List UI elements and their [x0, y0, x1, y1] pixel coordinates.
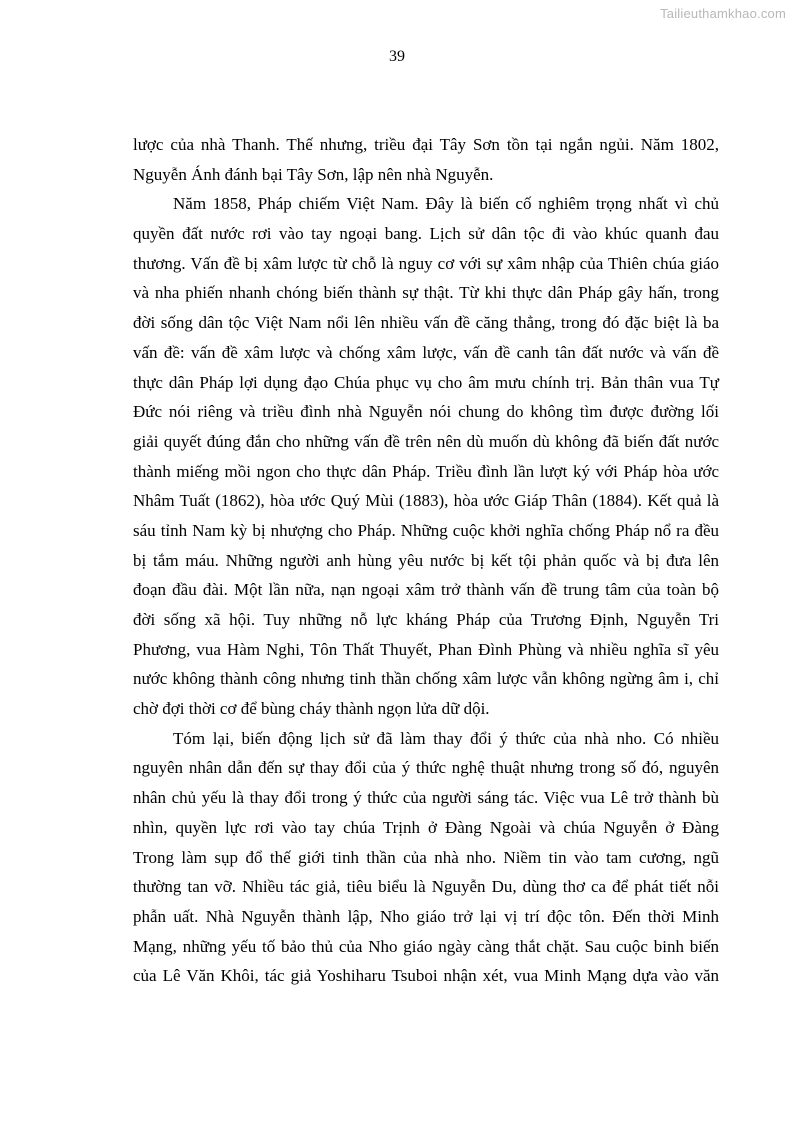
text-line: và nha phiến nhanh chóng biến thành sự thật. Từ khi thực dân Pháp gây hấn, trong — [133, 283, 719, 303]
text-line: phẫn uất. Nhà Nguyễn thành lập, Nho giáo trở lại vị trí độc tôn. Đến thời Minh — [133, 906, 719, 926]
text-line: lược của nhà Thanh. Thế nhưng, triều đại Tây Sơn tồn tại ngắn ngủi. Năm 1802, — [133, 135, 719, 154]
watermark-text: Tailieuthamkhao.com — [660, 6, 786, 21]
page-number: 39 — [389, 48, 405, 65]
text-line: quyền đất nước rơi vào tay ngoại bang. Lịch sử dân tộc đi vào khúc quanh đau — [133, 224, 719, 244]
text-line: vấn đề: vấn đề xâm lược và chống xâm lược, vấn đề canh tân đất nước và vấn đề — [133, 342, 719, 362]
text-line: chờ đợi thời cơ để bùng cháy thành ngọn lửa dữ dội. — [133, 699, 490, 719]
text-line: Phương, vua Hàm Nghi, Tôn Thất Thuyết, Phan Đình Phùng và nhiều nghĩa sĩ yêu — [133, 639, 719, 659]
text-line: giải quyết đúng đắn cho những vấn đề trên nên dù muốn dù không đã biến đất nước — [133, 431, 719, 451]
paragraph-3 — [133, 724, 719, 991]
text-line: Nguyễn Ánh đánh bại Tây Sơn, lập nên nhà Nguyễn. — [133, 164, 494, 184]
text-line: sáu tỉnh Nam kỳ bị nhượng cho Pháp. Những cuộc khởi nghĩa chống Pháp nổ ra đều — [133, 520, 719, 540]
text-line: nhìn, quyền lực rơi vào tay chúa Trịnh ở Đàng Ngoài và chúa Nguyễn ở Đàng — [133, 817, 719, 837]
paragraph-2 — [133, 189, 719, 723]
text-line: Nhâm Tuất (1862), hòa ước Quý Mùi (1883), hòa ước Giáp Thân (1884). Kết quả là — [133, 491, 719, 511]
text-line: đời sống xã hội. Tuy những nỗ lực kháng Pháp của Trương Định, Nguyễn Tri — [133, 610, 719, 629]
text-line: thường tan vỡ. Nhiều tác giả, tiêu biểu là Nguyễn Du, dùng thơ ca để phát tiết nỗi — [133, 877, 719, 897]
text-line: Mạng, những yếu tố bảo thủ của Nho giáo ngày càng thắt chặt. Sau cuộc binh biến — [133, 936, 719, 956]
text-line: thực dân Pháp lợi dụng đạo Chúa phục vụ cho âm mưu chính trị. Bản thân vua Tự — [133, 372, 719, 392]
text-line: Tóm lại, biến động lịch sử đã làm thay đổi ý thức của nhà nho. Có nhiều — [173, 728, 719, 748]
text-line: thành miếng mồi ngon cho thực dân Pháp. Triều đình lần lượt ký với Pháp hòa ước — [133, 461, 719, 481]
text-line: đời sống dân tộc Việt Nam nổi lên nhiều vấn đề căng thẳng, trong đó đặc biệt là ba — [133, 313, 719, 333]
text-line: Đức nói riêng và triều đình nhà Nguyễn nói chung do không tìm được đường lối — [133, 402, 719, 422]
text-line: nguyên nhân dẫn đến sự thay đổi của ý thức nghệ thuật nhưng trong số đó, nguyên — [133, 758, 719, 778]
text-line: thương. Vấn đề bị xâm lược từ chỗ là nguy cơ với sự xâm nhập của Thiên chúa giáo — [133, 253, 719, 273]
text-line: nước không thành công nhưng tinh thần chống xâm lược vẫn không ngừng âm i, chỉ — [133, 669, 719, 689]
text-line: đoạn đầu đài. Một lần nữa, nạn ngoại xâm trở thành vấn đề trung tâm của toàn bộ — [133, 580, 719, 600]
document-body — [133, 130, 719, 991]
text-line: Năm 1858, Pháp chiếm Việt Nam. Đây là biến cố nghiêm trọng nhất vì chủ — [173, 194, 719, 214]
text-line: Trong làm sụp đổ thế giới tinh thần của nhà nho. Niềm tin vào tam cương, ngũ — [133, 847, 719, 867]
paragraph-1 — [133, 130, 719, 189]
text-line: nhân chủ yếu là thay đổi trong ý thức của người sáng tác. Việc vua Lê trở thành bù — [133, 788, 719, 808]
text-line: bị tắm máu. Những người anh hùng yêu nước bị kết tội phản quốc và bị đưa lên — [133, 550, 719, 570]
text-line: của Lê Văn Khôi, tác giả Yoshiharu Tsuboi nhận xét, vua Minh Mạng dựa vào văn — [133, 966, 719, 986]
